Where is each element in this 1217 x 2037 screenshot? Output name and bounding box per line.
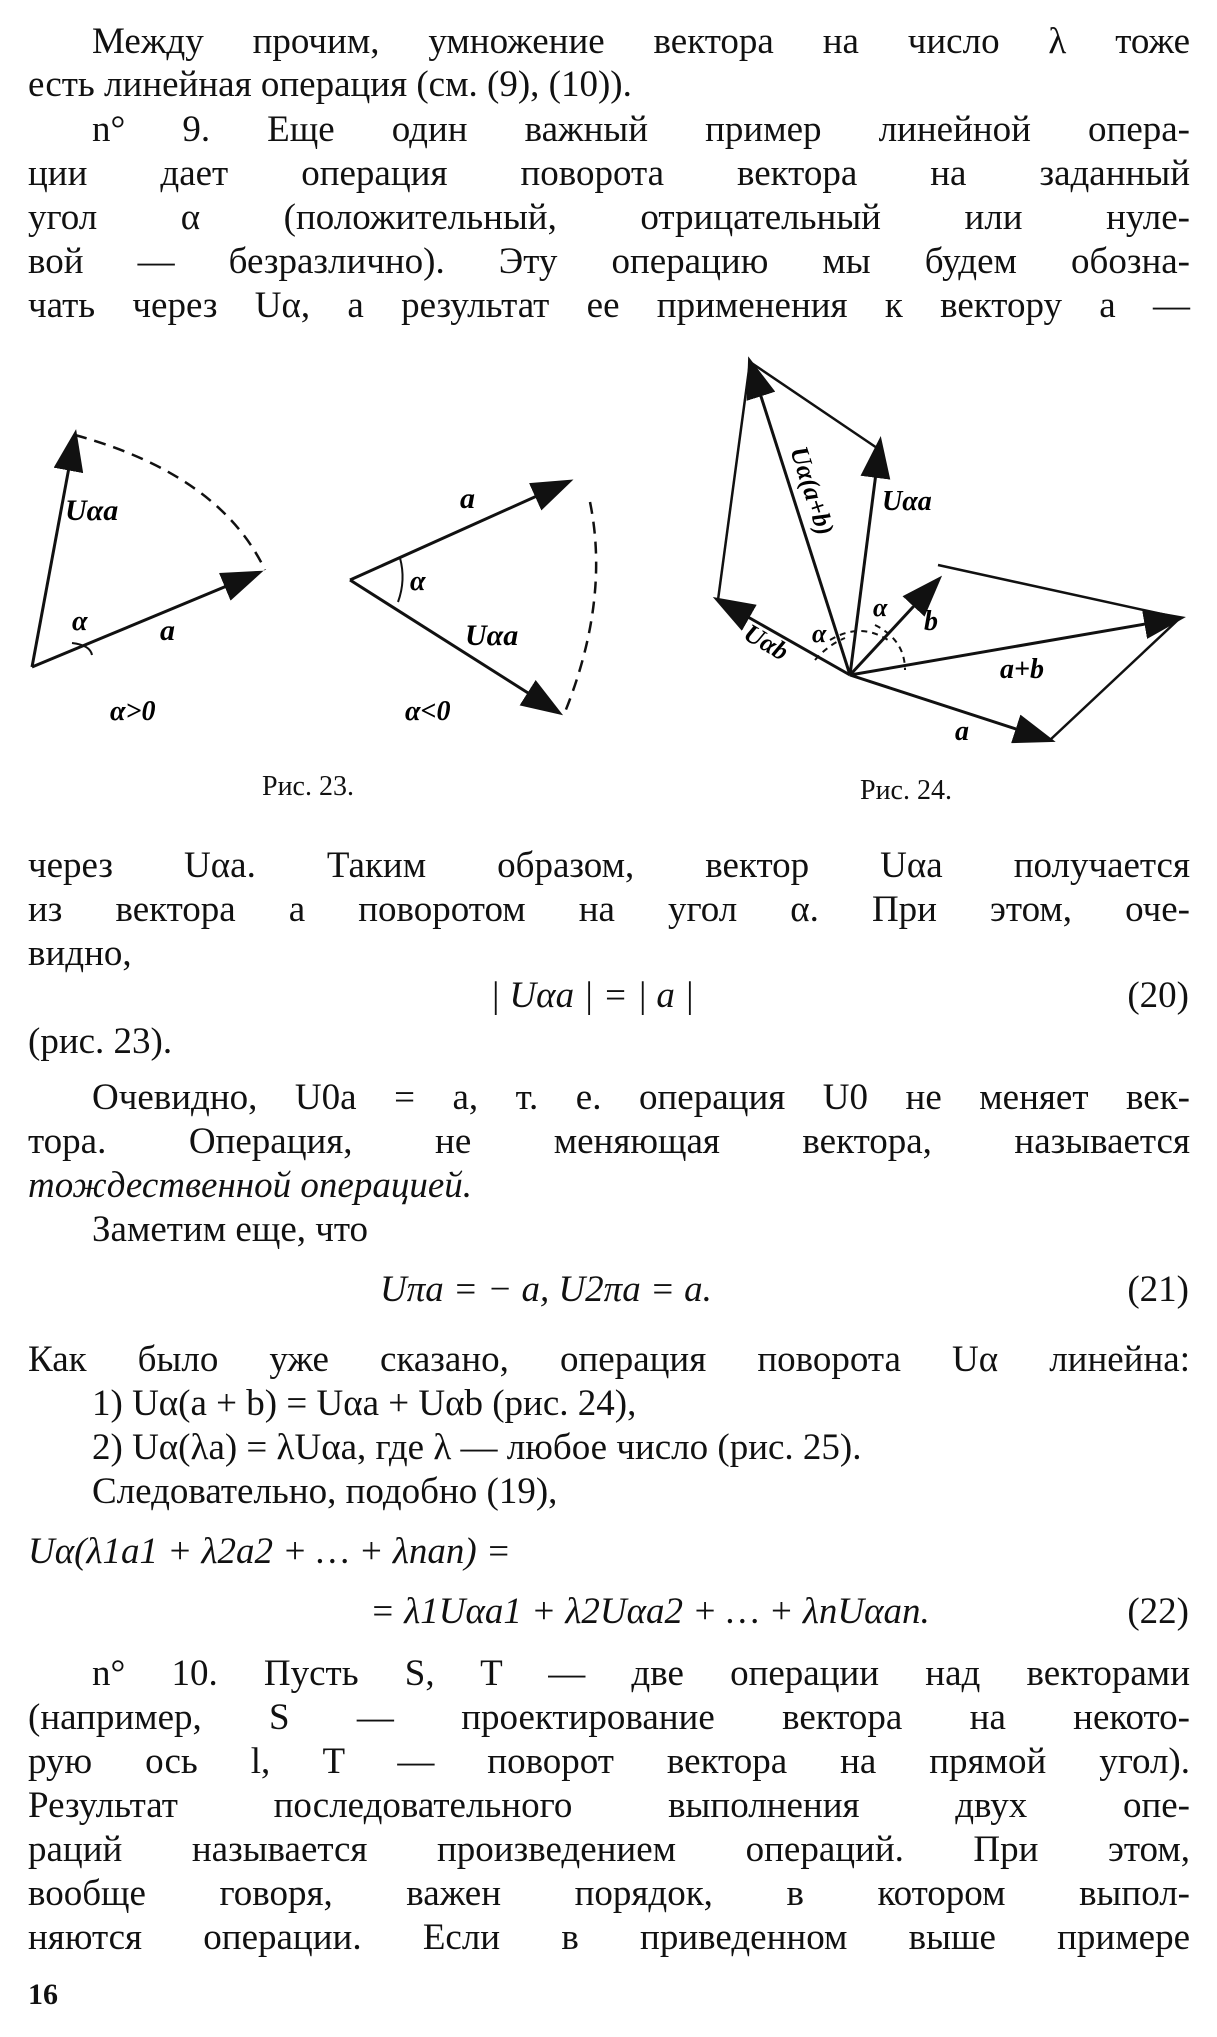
label-b: b (924, 606, 938, 637)
equation-20: | Uαa | = | a | (490, 975, 695, 1016)
label-ua: Uαa (465, 619, 519, 652)
equation-number: (20) (1127, 975, 1189, 1016)
label-alpha: α (410, 566, 426, 597)
equation-22-line2: = λ1Uαa1 + λ2Uαa2 + … + λnUαan. (370, 1591, 930, 1632)
figure-caption: Рис. 23. (262, 771, 354, 802)
text-line: вообще говоря, важен порядок, в котором выпол- (28, 1873, 1190, 1914)
label-alpha: α (873, 593, 888, 622)
section-heading-line: n° 9. Еще один важный пример линейной опера- (92, 109, 1190, 150)
text-line: видно, (28, 933, 132, 974)
label-ua-apb: Uα(a+b) (784, 442, 841, 539)
label-a: a (460, 482, 475, 515)
equation-number: (21) (1127, 1269, 1189, 1310)
text-line: рую ось l, T — поворот вектора на прямой угол). (28, 1741, 1190, 1782)
label-a: a (955, 716, 969, 747)
text-line: угол α (положительный, отрицательный или нуле- (28, 197, 1190, 238)
fig23-right (350, 482, 596, 727)
text-line: тора. Операция, не меняющая вектора, называется (28, 1121, 1190, 1162)
text-line: (рис. 23). (28, 1021, 173, 1062)
text-line: вой — безразлично). Эту операцию мы будем обозна- (28, 241, 1190, 282)
text-line: через Uαa. Таким образом, вектор Uαa получается (28, 845, 1190, 886)
section-heading-line: n° 10. Пусть S, T — две операции над векторами (92, 1653, 1190, 1694)
text-line: чать через Uα, а результат ее применения к вектору a — (28, 285, 1190, 326)
figure-caption: Рис. 24. (860, 775, 952, 806)
label-cond: α>0 (110, 696, 156, 727)
italic-term: тождественной операцией. (28, 1165, 472, 1206)
page-number: 16 (28, 1978, 58, 2011)
label-ua: Uαa (882, 486, 932, 517)
text-line: Результат последовательного выполнения двух опе- (28, 1785, 1190, 1826)
text-line: няются операции. Если в приведенном выше примере (28, 1917, 1190, 1958)
label-ua: Uαa (65, 494, 119, 527)
label-cond: α<0 (405, 696, 451, 727)
text-line: Очевидно, U0a = a, т. е. операция U0 не меняет век- (92, 1077, 1190, 1118)
label-alpha: α (812, 619, 827, 648)
label-apb: a+b (1000, 654, 1044, 685)
text-line: (например, S — проектирование вектора на некото- (28, 1697, 1190, 1738)
text-line: Следовательно, подобно (19), (92, 1471, 558, 1512)
text-line: Как было уже сказано, операция поворота Uα линейна: (28, 1339, 1190, 1380)
text-line: Заметим еще, что (92, 1209, 369, 1250)
text-line: из вектора a поворотом на угол α. При этом, оче- (28, 889, 1190, 930)
list-item: 1) Uα(a + b) = Uαa + Uαb (рис. 24), (92, 1383, 637, 1424)
text-line: есть линейная операция (см. (9), (10)). (28, 64, 632, 105)
label-ub: Uαb (739, 618, 794, 667)
equation-22-line1: Uα(λ1a1 + λ2a2 + … + λnan) = (28, 1531, 511, 1572)
fig24 (718, 362, 1180, 747)
list-item: 2) Uα(λa) = λUαa, где λ — любое число (рис. 25). (92, 1427, 862, 1468)
text-line: ции дает операция поворота вектора на заданный (28, 153, 1190, 194)
label-a: a (160, 614, 175, 647)
figures-area (0, 340, 1217, 840)
equation-21: Uπa = − a, U2πa = a. (380, 1269, 712, 1310)
text-line: раций называется произведением операций. При этом, (28, 1829, 1190, 1870)
fig23-left (32, 435, 265, 727)
label-alpha: α (72, 606, 88, 637)
equation-number: (22) (1127, 1591, 1189, 1632)
text-line: Между прочим, умножение вектора на число λ тоже (92, 21, 1190, 62)
